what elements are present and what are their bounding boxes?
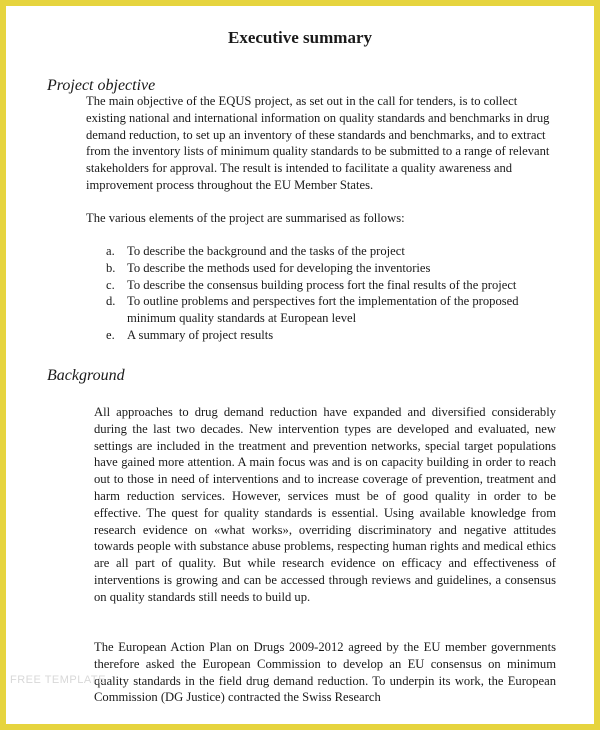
list-item-text: To outline problems and perspectives fort the implementation of the proposed minimum quality standards at European level (127, 294, 519, 326)
list-item (86, 243, 558, 260)
list-item-letter: c. (106, 277, 115, 292)
list-item (86, 327, 558, 344)
document-page (6, 6, 594, 724)
elements-intro-paragraph: The various elements of the project are summarised as follows: (86, 211, 405, 225)
section-heading-project-objective: Project objective (47, 77, 156, 94)
list-item-text: A summary of project results (127, 327, 274, 342)
watermark: FREE TEMPLATE (10, 674, 106, 686)
list-item-letter: b. (106, 260, 116, 275)
list-item-letter: d. (106, 294, 116, 309)
list-item (86, 277, 558, 294)
list-item (86, 293, 558, 327)
list-item-letter: a. (106, 244, 115, 258)
list-item-letter: e. (106, 327, 115, 342)
list-item (86, 260, 558, 277)
document-title: Executive summary (227, 28, 372, 47)
list-item-text: To describe the consensus building process fort the final results of the project (127, 277, 517, 292)
section-heading-background: Background (47, 367, 125, 384)
objective-paragraph: The main objective of the EQUS project, as set out in the call for tenders, is to collect existing national and international information on quality standards and benchmarks in drug demand reduction, to set up an inventory of these standards and benchmarks, and to extract from the inventory lists of minimum quality standards to be submitted to a range of relevant stakeholders for approval. The result is intended to facilitate a quality awareness and improvement process throughout the EU Member States. (86, 94, 550, 192)
list-item-text: To describe the background and the tasks of the project (127, 244, 405, 258)
background-paragraph-1: All approaches to drug demand reduction have expanded and diversified considerably during the last two decades. New intervention types are developed and evaluated, new settings are included in the treatment and prevention networks, special target populations have gained more attention. A main focus was and is on capacity building in order to reach out to those in need of interventions and to increase coverage of prevention, treatment and harm reduction services. However, services must be of good quality in order to be effective. The quest for quality standards is essential. Using available knowledge from research evidence on «what works», overriding discriminatory and negative attitudes towards people with substance abuse problems, respecting human rights and medical ethics are all part of quality. But while research evidence on efficacy and effectiveness of interventions is growing and can be accessed through reviews and guidelines, a consensus on quality standards still needs to build up. (94, 405, 556, 604)
project-elements-list (86, 243, 558, 344)
list-item-text: To describe the methods used for developing the inventories (127, 260, 431, 275)
background-paragraph-2: The European Action Plan on Drugs 2009-2012 agreed by the EU member governments therefore asked the European Commission to develop an EU consensus on minimum quality standards in the field drug demand reduction. To underpin its work, the European Commission (DG Justice) contracted the Swiss Research (94, 640, 556, 705)
